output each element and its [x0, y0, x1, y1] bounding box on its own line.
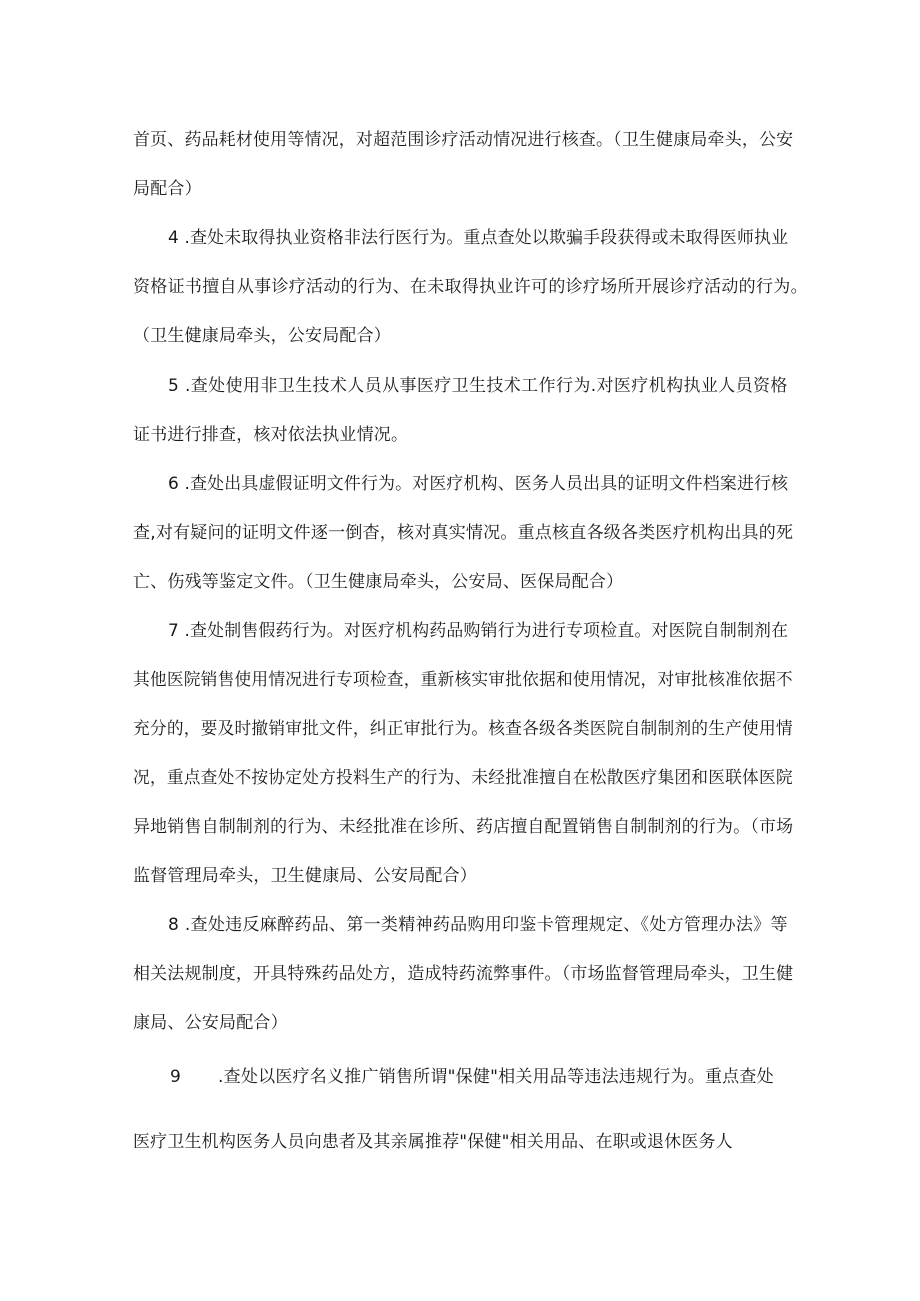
- item-4-line-3: （卫生健康局牵头，公安局配合）: [133, 326, 391, 346]
- item-5-line-1: 5 .查处使用非卫生技术人员从事医疗卫生技术工作行为.对医疗机构执业人员资格: [168, 376, 788, 396]
- item-6-line-2: 查,对有疑问的证明文件逐一倒杳，核对真实情况。重点核直各级各类医疗机构出具的死: [133, 523, 794, 543]
- item-7-line-5: 异地销售自制制剂的行为、未经批准在诊所、药店擅自配置销售自制制剂的行为。（市场: [133, 817, 794, 837]
- item-8-line-1: 8 .查处违反麻醉药品、第一类精神药品购用印鉴卡管理规定、《处方管理办法》等: [168, 915, 788, 935]
- item-7-line-4: 况，重点查处不按协定处方投料生产的行为、未经批准擅自在松散医疗集团和医联体医院: [133, 768, 793, 788]
- item-7-line-3: 充分的，要及时撤销审批文件，纠正审批行为。核查各级各类医院自制制剂的生产使用情: [133, 719, 793, 739]
- item-5-line-2: 证书进行排查，核对依法执业情况。: [133, 425, 409, 445]
- item-8-line-3: 康局、公安局配合）: [133, 1013, 288, 1033]
- item-9-line-2: 医疗卫生机构医务人员向患者及其亲属推荐"保健"相关用品、在职或退休医务人: [133, 1132, 733, 1152]
- item-8-line-2: 相关法规制度，开具特殊药品处方，造成特药流弊事件。（市场监督管理局牵头，卫生健: [133, 964, 794, 984]
- item-6-line-1: 6 .查处出具虚假证明文件行为。对医疗机构、医务人员出具的证明文件档案进行核: [168, 474, 789, 494]
- item-7-line-2: 其他医院销售使用情况进行专项检查，重新核实审批依据和使用情况，对审批核准依据不: [133, 670, 793, 690]
- item-7-line-6: 监督管理局牵头，卫生健康局、公安局配合）: [133, 866, 477, 886]
- item-6-line-3: 亡、伤残等鉴定文件。（卫生健康局牵头，公安局、医保局配合）: [133, 572, 624, 592]
- item-7-line-1: 7 .查处制售假药行为。对医疗机构药品购销行为进行专项检直。对医院自制制剂在: [168, 621, 789, 641]
- item-9-line-1: .查处以医疗名义推广销售所谓"保健"相关用品等违法违规行为。重点查处: [218, 1067, 774, 1087]
- text-line-1: 首页、药品耗材使用等情况，对超范围诊疗活动情况进行核查。（卫生健康局牵头，公安: [133, 130, 794, 150]
- item-4-line-2: 资格证书擅自从事诊疗活动的行为、在未取得执业许可的诊疗场所开展诊疗活动的行为。: [133, 277, 808, 297]
- item-4-line-1: 4 .查处未取得执业资格非法行医行为。重点查处以欺骗手段获得或未取得医师执业: [168, 228, 789, 248]
- item-9-number: 9: [170, 1067, 182, 1087]
- text-line-2: 局配合）: [133, 179, 202, 199]
